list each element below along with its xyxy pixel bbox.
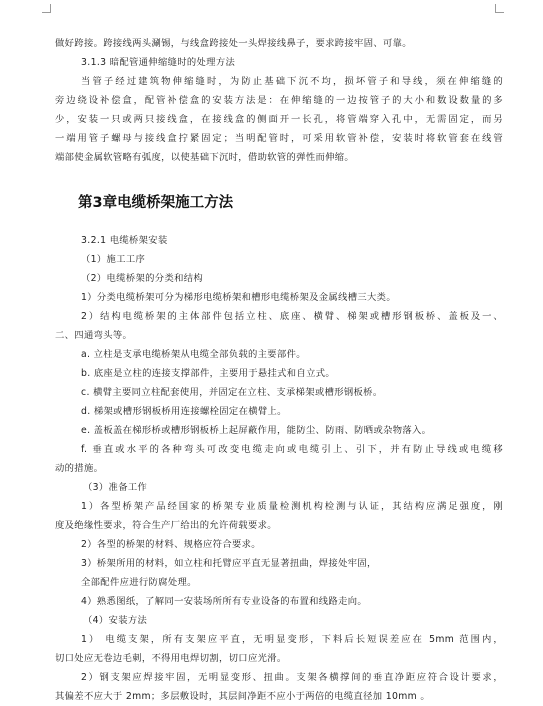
paragraph-line: 当管子经过建筑物伸缩缝时，为防止基础下沉不均，损坏管子和导线，须在伸缩缝的 — [81, 76, 503, 87]
list-item: 2）钢支架应焊接牢固，无明显变形、扭曲。支架各横撑间的垂直净距应符合设计要求， — [81, 672, 503, 683]
list-item: （3）准备工作 — [83, 482, 148, 493]
list-item: 1）各型桥架产品经国家的桥架专业质量检测机构检测与认证，其结构应满足强度，刚 — [81, 501, 503, 512]
paragraph-line: 度及绝缘性要求，符合生产厂给出的允许荷载要求。 — [55, 520, 277, 531]
list-item: d. 梯架或槽形钢板桥用连接螺栓固定在横臂上。 — [81, 406, 287, 417]
paragraph-line: 其偏差不应大于 2mm；多层敷设时，其层间净距不应小于两倍的电缆直径加 10mm 。 — [55, 691, 431, 702]
list-item: 1） 电缆支架，所有支架应平直，无明显变形，下料后长短误差应在 5mm 范围内， — [81, 634, 503, 645]
list-item: f. 垂直或水平的各种弯头可改变电缆走向或电缆引上、引下，并有防止导线或电缆移 — [81, 444, 503, 455]
list-item: （1）施工工序 — [81, 254, 146, 265]
list-item: 2）各型的桥架的材料、规格应符合要求。 — [81, 539, 261, 550]
list-item: b. 底座是立柱的连接支撑部件，主要用于悬挂式和自立式。 — [81, 368, 336, 379]
paragraph-line: 切口处应无卷边毛刺，不得用电焊切割，切口应光滑。 — [55, 653, 287, 664]
list-item: a. 立柱是支承电缆桥架从电缆全部负载的主要部件。 — [81, 349, 306, 360]
paragraph-line: 端部使金属软管略有弧度，以使基础下沉时，借助软管的弹性而伸缩。 — [55, 152, 355, 163]
list-item: （4）安装方法 — [83, 615, 148, 626]
paragraph-line: 少，安装一只或两只接线盒，在接线盒的侧面开一长孔，将管端穿入孔中，无需固定，而另 — [55, 114, 503, 125]
list-item: 1）分类电缆桥架可分为梯形电缆桥架和槽形电缆桥架及金属线槽三大类。 — [81, 292, 396, 303]
list-item: 4）熟悉图纸，了解同一安装场所所有专业设备的布置和线路走向。 — [81, 596, 368, 607]
top-text-block — [55, 34, 503, 167]
paragraph-line: 做好跨接。跨接线两头涮锡，与线盒跨接处一头焊接线鼻子，要求跨接牢固、可靠。 — [55, 38, 412, 49]
chapter-title: 第3章电缆桥架施工方法 — [78, 195, 234, 211]
list-item: 2）结构电缆桥架的主体部件包括立柱、底座、横臂、梯架或槽形钢板桥、盖板及一、 — [81, 311, 503, 322]
paragraph-line: 全部配件应进行防腐处理。 — [81, 577, 197, 588]
margin-corner-mark-right — [495, 4, 504, 13]
list-item: c. 横臂主要同立柱配套使用，并固定在立柱、支承梯架或槽形钢板桥。 — [81, 387, 383, 398]
list-item: e. 盖板盖在梯形桥或槽形钢板桥上起屏蔽作用，能防尘、防雨、防晒或杂物落入。 — [81, 425, 432, 436]
section-heading: 3.2.1 电缆桥架安装 — [81, 235, 168, 246]
body-text-block — [55, 231, 503, 706]
section-heading: 3.1.3 暗配管通伸缩缝时的处理方法 — [81, 57, 236, 68]
list-item: 3）桥架所用的材料，如立柱和托臂应平直无显著扭曲，焊接处牢固， — [81, 558, 377, 569]
paragraph-line: 旁边绕设补偿盒，配管补偿盒的安装方法是：在伸缩缝的一边按管子的大小和数设数量的多 — [55, 95, 503, 106]
list-item: （2）电缆桥架的分类和结构 — [81, 273, 204, 284]
paragraph-line: 动的措施。 — [55, 463, 104, 474]
paragraph-line: 二、四通弯头等。 — [55, 330, 133, 341]
paragraph-line: 一端用管子螺母与接线盒拧紧固定；当明配管时，可采用软管补偿，安装时将软管套在线管 — [55, 133, 503, 144]
margin-corner-mark-left — [42, 4, 51, 13]
